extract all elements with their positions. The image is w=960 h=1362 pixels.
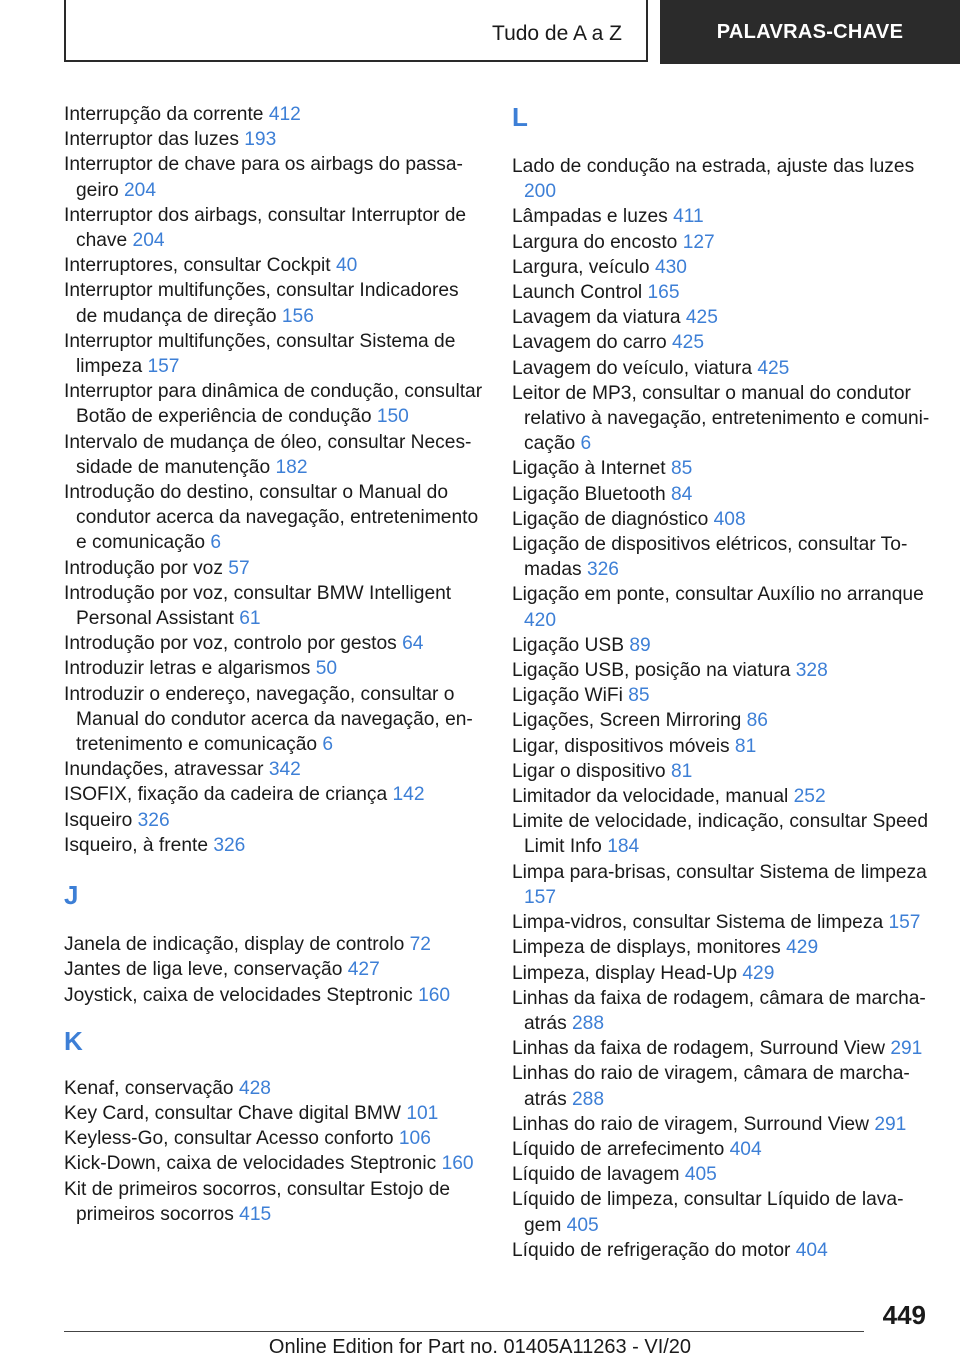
- entry-text: Introdução por voz, controlo por gestos: [64, 633, 397, 655]
- page-link[interactable]: 428: [238, 1077, 271, 1099]
- footer-divider: [64, 1331, 864, 1332]
- page-link[interactable]: 204: [124, 179, 157, 201]
- page-link[interactable]: 342: [268, 759, 301, 781]
- entry-text: Linhas da faixa de rodagem, Surround View: [512, 1038, 885, 1060]
- index-entry: [512, 230, 932, 255]
- index-entry: [512, 456, 932, 481]
- entry-text: Líquido de lavagem: [512, 1164, 680, 1186]
- index-entry: [512, 280, 932, 305]
- page-link[interactable]: 420: [524, 609, 557, 631]
- index-entry: [64, 1076, 484, 1101]
- section-title: Tudo de A a Z: [492, 22, 622, 45]
- index-block-k: [64, 1076, 484, 1227]
- page-link[interactable]: 291: [890, 1038, 923, 1060]
- index-entry: [64, 152, 484, 202]
- page-link[interactable]: 50: [315, 658, 338, 680]
- page-link[interactable]: 61: [239, 608, 261, 630]
- page-link[interactable]: 405: [684, 1164, 717, 1186]
- entry-text: Líquido de limpeza, consultar Líquido de lavagem: [512, 1189, 904, 1236]
- entry-text: Linhas do raio de viragem, Surround View: [512, 1113, 869, 1135]
- index-entry: [512, 1112, 932, 1137]
- index-entry: [512, 154, 932, 204]
- entry-text: Ligação à Internet: [512, 458, 666, 480]
- entry-text: Linhas da faixa de rodagem, câmara de marcha-atrás: [512, 987, 926, 1034]
- entry-text: Lâmpadas e luzes: [512, 206, 668, 228]
- entry-text: Janela de indicação, display de controlo: [64, 934, 405, 956]
- index-entry: [64, 757, 484, 782]
- index-entry: [512, 961, 932, 986]
- section-tab: [64, 0, 648, 62]
- entry-text: Lavagem da viatura: [512, 307, 681, 329]
- index-entry: [512, 532, 932, 582]
- index-entry: [512, 1036, 932, 1061]
- page-link[interactable]: 85: [628, 685, 650, 707]
- page-link[interactable]: 57: [228, 557, 250, 579]
- entry-text: Limpeza de displays, monitores: [512, 937, 781, 959]
- index-column-left: [64, 102, 484, 1227]
- page-link[interactable]: 430: [654, 256, 687, 278]
- index-entry: [512, 1238, 932, 1263]
- entry-text: Interruptores, consultar Cockpit: [64, 255, 331, 277]
- index-entry: [512, 1061, 932, 1111]
- index-entry: [512, 255, 932, 280]
- page-link[interactable]: 405: [566, 1214, 599, 1236]
- page-link[interactable]: 415: [239, 1203, 272, 1225]
- entry-text: Interruptor dos airbags, consultar Interruptor de chave: [64, 204, 467, 252]
- index-entry: [64, 656, 484, 681]
- index-entry: [64, 1126, 484, 1151]
- entry-text: Interruptor multifunções, consultar Sistema de limpeza: [64, 330, 456, 378]
- index-block-l: [512, 154, 932, 1263]
- page-link[interactable]: 425: [685, 307, 718, 329]
- entry-text: Jantes de liga leve, conservação: [64, 959, 343, 981]
- entry-text: Líquido de refrigeração do motor: [512, 1239, 791, 1261]
- entry-text: Linhas do raio de viragem, câmara de marcha-atrás: [512, 1063, 910, 1110]
- index-entry: [512, 759, 932, 784]
- index-entry: [512, 381, 932, 457]
- index-entry: [64, 682, 484, 758]
- entry-text: Limpeza, display Head-Up: [512, 962, 738, 984]
- page-link[interactable]: 326: [213, 834, 246, 856]
- index-entry: [64, 430, 484, 480]
- entry-text: Isqueiro, à frente: [64, 834, 208, 856]
- entry-text: Ligação USB, posição na viatura: [512, 660, 791, 682]
- index-entry: [512, 1187, 932, 1237]
- page-link[interactable]: 157: [524, 886, 557, 908]
- entry-text: Ligação WiFi: [512, 685, 623, 707]
- entry-text: Leitor de MP3, consultar o manual do condutor relativo à navegação, entretenimento e comunicação: [512, 382, 930, 455]
- entry-text: Key Card, consultar Chave digital BMW: [64, 1102, 401, 1124]
- index-entry: [512, 330, 932, 355]
- entry-text: Intervalo de mudança de óleo, consultar Necessidade de manutenção: [64, 431, 472, 478]
- entry-text: Interrupção da corrente: [64, 104, 264, 125]
- index-entry: [64, 102, 484, 127]
- page-link[interactable]: 425: [757, 357, 790, 379]
- page-link[interactable]: 81: [670, 760, 693, 782]
- index-entry: [512, 1162, 932, 1187]
- entry-text: Interruptor de chave para os airbags do passageiro: [64, 154, 463, 201]
- page-link[interactable]: 72: [409, 934, 431, 956]
- entry-text: Kenaf, conservação: [64, 1077, 234, 1099]
- page-link[interactable]: 142: [392, 784, 425, 806]
- entry-text: Líquido de arrefecimento: [512, 1138, 725, 1160]
- page-link[interactable]: 40: [335, 255, 358, 277]
- page-link[interactable]: 326: [586, 559, 619, 581]
- page-link[interactable]: 252: [793, 786, 826, 808]
- entry-text: Ligar o dispositivo: [512, 760, 666, 782]
- page-link[interactable]: 425: [672, 332, 705, 354]
- index-entry: [64, 480, 484, 556]
- page-link[interactable]: 156: [281, 305, 314, 327]
- footer-edition: Online Edition for Part no. 01405A11263 - VI/20: [268, 1336, 692, 1358]
- entry-text: Limite de velocidade, indicação, consultar Speed Limit Info: [512, 811, 928, 858]
- index-entry: [64, 957, 484, 982]
- index-entry: [512, 708, 932, 733]
- page-link[interactable]: 101: [406, 1102, 439, 1124]
- entry-text: ISOFIX, fixação da cadeira de criança: [64, 784, 388, 806]
- entry-text: Lavagem do veículo, viatura: [512, 357, 752, 379]
- page-link[interactable]: 6: [322, 734, 334, 756]
- entry-text: Largura do encosto: [512, 231, 678, 253]
- page-header: [0, 0, 960, 64]
- entry-text: Limpa para-brisas, consultar Sistema de limpeza: [512, 861, 927, 883]
- page-link[interactable]: 404: [729, 1138, 762, 1160]
- page-link[interactable]: 150: [376, 406, 409, 428]
- page-link[interactable]: 106: [398, 1128, 431, 1150]
- index-entry: [64, 932, 484, 957]
- entry-text: Ligações, Screen Mirroring: [512, 710, 742, 732]
- index-entry: [512, 809, 932, 859]
- index-entry: [64, 808, 484, 833]
- page-link[interactable]: 408: [713, 508, 746, 530]
- index-entry: [512, 507, 932, 532]
- entry-text: Introdução por voz, consultar BMW Intelligent Personal Assistant: [64, 582, 452, 630]
- page-link[interactable]: 184: [607, 836, 640, 858]
- entry-text: Interruptor multifunções, consultar Indicadores de mudança de direção: [64, 280, 459, 327]
- index-entry: [64, 1177, 484, 1227]
- entry-text: Ligação USB: [512, 634, 624, 656]
- page-link[interactable]: 84: [670, 483, 693, 505]
- page-link[interactable]: 200: [524, 181, 557, 203]
- page-link[interactable]: 157: [888, 912, 921, 934]
- index-entry: [512, 482, 932, 507]
- entry-text: Ligação Bluetooth: [512, 483, 666, 505]
- index-entry: [512, 204, 932, 229]
- entry-text: Largura, veículo: [512, 256, 650, 278]
- entry-text: Inundações, atravessar: [64, 759, 264, 781]
- entry-text: Limpa-vidros, consultar Sistema de limpeza: [512, 912, 884, 934]
- chapter-tab: PALAVRAS-CHAVE: [660, 0, 960, 64]
- index-entry: [64, 631, 484, 656]
- entry-text: Introdução por voz: [64, 557, 223, 579]
- index-column-right: [512, 102, 932, 1263]
- page-link[interactable]: 89: [629, 634, 651, 656]
- page-link[interactable]: 86: [746, 710, 768, 732]
- entry-text: Ligação de dispositivos elétricos, consultar Tomadas: [512, 534, 908, 581]
- page-link[interactable]: 81: [734, 735, 757, 757]
- page-link[interactable]: 326: [137, 809, 170, 831]
- index-entry: [64, 1151, 484, 1176]
- index-entry: [512, 582, 932, 632]
- page-link[interactable]: 328: [795, 660, 828, 682]
- index-entry: [64, 329, 484, 379]
- page-link[interactable]: 404: [795, 1239, 828, 1261]
- index-entry: [64, 379, 484, 429]
- page-link[interactable]: 193: [244, 129, 277, 151]
- page-link[interactable]: 6: [580, 433, 592, 455]
- index-entry: [512, 734, 932, 759]
- letter-heading-k: K: [64, 1025, 83, 1056]
- page-link[interactable]: 291: [874, 1113, 907, 1135]
- entry-text: Introdução do destino, consultar o Manual do condutor acerca da navegação, entretenimento e comunicação: [64, 482, 479, 554]
- page-link[interactable]: 64: [402, 633, 424, 655]
- index-entry: [512, 910, 932, 935]
- index-entry: [512, 683, 932, 708]
- entry-text: Interruptor das luzes: [64, 129, 239, 151]
- entry-text: Lavagem do carro: [512, 332, 667, 354]
- page-link[interactable]: 127: [682, 231, 715, 253]
- entry-text: Ligação em ponte, consultar Auxílio no arranque: [512, 584, 924, 606]
- index-entry: [512, 305, 932, 330]
- page-link[interactable]: 411: [673, 206, 704, 228]
- entry-text: Keyless-Go, consultar Acesso conforto: [64, 1128, 394, 1150]
- page-link[interactable]: 157: [147, 356, 180, 378]
- index-entry: [64, 127, 484, 152]
- page-link[interactable]: 165: [647, 282, 680, 304]
- page-link[interactable]: 429: [786, 937, 819, 959]
- entry-text: Interruptor para dinâmica de condução, consultar Botão de experiência de condução: [64, 381, 483, 428]
- entry-text: Joystick, caixa de velocidades Steptronic: [64, 984, 413, 1006]
- index-block-j: [64, 932, 484, 1008]
- index-entry: [512, 658, 932, 683]
- entry-text: Introduzir o endereço, navegação, consultar o Manual do condutor acerca da navegação, entretenimento e comunicação: [64, 683, 473, 756]
- index-entry: [64, 983, 484, 1008]
- entry-text: Isqueiro: [64, 809, 133, 831]
- page-link[interactable]: 427: [347, 959, 380, 981]
- page-link[interactable]: 85: [670, 458, 693, 480]
- index-entry: [64, 253, 484, 278]
- entry-text: Kit de primeiros socorros, consultar Estojo de primeiros socorros: [64, 1178, 451, 1225]
- index-entry: [64, 278, 484, 328]
- entry-text: Ligar, dispositivos móveis: [512, 735, 730, 757]
- letter-heading-j: J: [64, 880, 79, 911]
- entry-text: Ligação de diagnóstico: [512, 508, 709, 530]
- page-number: 449: [882, 1300, 926, 1330]
- index-entry: [64, 833, 484, 858]
- page-link[interactable]: 288: [572, 1088, 605, 1110]
- page-link[interactable]: 182: [275, 456, 308, 478]
- index-entry: [64, 581, 484, 631]
- entry-text: Lado de condução na estrada, ajuste das luzes: [512, 156, 915, 177]
- index-entry: [64, 782, 484, 807]
- letter-heading-l: L: [512, 102, 528, 132]
- page-link[interactable]: 288: [572, 1012, 605, 1034]
- index-entry: [512, 860, 932, 910]
- page-link[interactable]: 6: [210, 532, 222, 554]
- entry-text: Limitador da velocidade, manual: [512, 786, 789, 808]
- index-entry: [512, 633, 932, 658]
- index-entry: [512, 1137, 932, 1162]
- index-entry: [64, 1101, 484, 1126]
- index-entry: [512, 356, 932, 381]
- index-block-i: [64, 102, 484, 858]
- index-entry: [64, 203, 484, 253]
- page-link[interactable]: 160: [441, 1153, 474, 1175]
- index-entry: [64, 556, 484, 581]
- index-entry: [512, 986, 932, 1036]
- index-entry: [512, 935, 932, 960]
- page-link[interactable]: 412: [268, 104, 301, 125]
- page-link[interactable]: 429: [742, 962, 775, 984]
- index-entry: [512, 784, 932, 809]
- entry-text: Kick-Down, caixa de velocidades Steptronic: [64, 1153, 437, 1175]
- page-link[interactable]: 204: [132, 230, 165, 252]
- page-link[interactable]: 160: [418, 984, 451, 1006]
- entry-text: Launch Control: [512, 282, 643, 304]
- entry-text: Introduzir letras e algarismos: [64, 658, 311, 680]
